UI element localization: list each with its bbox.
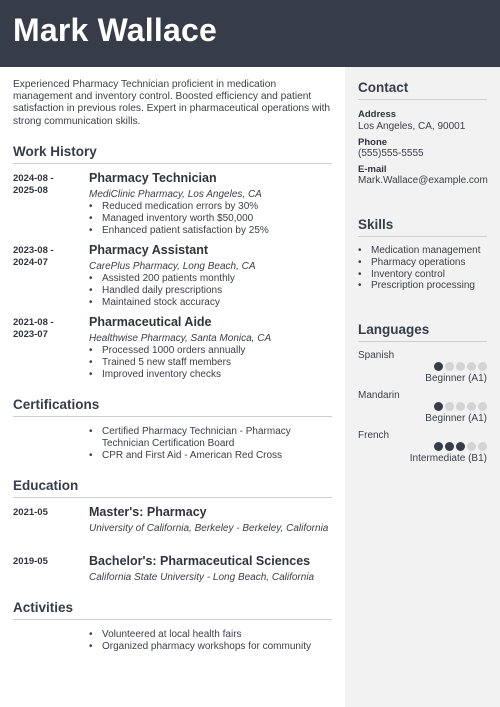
job-title: Pharmacy Technician — [89, 171, 217, 185]
language-name: Mandarin — [358, 390, 400, 401]
language-item — [358, 350, 487, 386]
achievement-item: • Reduced medication errors by 30% — [89, 201, 335, 213]
work-dates — [13, 245, 73, 269]
education-heading: Education — [13, 478, 79, 493]
rating-dot-empty — [456, 362, 465, 371]
work-history-heading: Work History — [13, 144, 97, 159]
certification-item: • CPR and First Aid - American Red Cross — [89, 450, 329, 462]
language-level: Intermediate (B1) — [409, 453, 487, 464]
rating-dot-empty — [445, 362, 454, 371]
certifications-heading: Certifications — [13, 397, 100, 412]
sidebar — [345, 67, 500, 707]
work-dates — [13, 173, 73, 197]
skills-heading: Skills — [358, 217, 394, 232]
skills-list — [358, 245, 493, 292]
activities-heading: Activities — [13, 600, 74, 615]
achievement-list — [89, 345, 335, 380]
language-name: Spanish — [358, 350, 395, 361]
employer: CarePlus Pharmacy, Long Beach, CA — [89, 261, 256, 272]
certification-list — [89, 426, 329, 461]
rating-dot-empty — [478, 362, 487, 371]
sidebar-divider — [358, 236, 487, 237]
rating-dot-filled — [434, 402, 443, 411]
rating-dot-filled — [434, 362, 443, 371]
rating-dot-empty — [456, 402, 465, 411]
certification-item: • Certified Pharmacy Technician - Pharmacy Technician Certification Board — [89, 426, 329, 450]
section-divider — [13, 416, 332, 417]
achievement-item: • Processed 1000 orders annually — [89, 345, 335, 357]
language-level: Beginner (A1) — [425, 413, 487, 424]
achievement-item: • Maintained stock accuracy — [89, 297, 335, 309]
activities-list — [89, 629, 329, 653]
skill-item: • Pharmacy operations — [358, 257, 493, 269]
date-start: 2024-08 - — [13, 173, 54, 184]
skill-item: • Prescription processing — [358, 280, 493, 292]
skill-item: • Inventory control — [358, 269, 493, 281]
achievement-list — [89, 201, 335, 236]
achievement-item: • Enhanced patient satisfaction by 25% — [89, 225, 335, 237]
rating-dot-filled — [445, 442, 454, 451]
degree: Master's: Pharmacy — [89, 505, 207, 519]
date-start: 2021-08 - — [13, 317, 54, 328]
achievement-item: • Handled daily prescriptions — [89, 285, 335, 297]
address-value: Los Angeles, CA, 90001 — [358, 121, 466, 132]
rating-dot-filled — [434, 442, 443, 451]
languages-heading: Languages — [358, 322, 430, 337]
rating-dot-empty — [478, 442, 487, 451]
proficiency-dots — [434, 442, 487, 451]
language-item — [358, 430, 487, 466]
employer: MediClinic Pharmacy, Los Angeles, CA — [89, 189, 262, 200]
activity-item: • Organized pharmacy workshops for community — [89, 641, 329, 653]
employer: Healthwise Pharmacy, Santa Monica, CA — [89, 333, 272, 344]
main-column — [0, 67, 345, 707]
achievement-item: • Improved inventory checks — [89, 369, 335, 381]
candidate-name: Mark Wallace — [13, 12, 217, 48]
rating-dot-empty — [467, 402, 476, 411]
rating-dot-empty — [467, 442, 476, 451]
degree: Bachelor's: Pharmaceutical Sciences — [89, 554, 311, 568]
rating-dot-empty — [445, 402, 454, 411]
achievement-item: • Assisted 200 patients monthly — [89, 273, 335, 285]
contact-heading: Contact — [358, 80, 409, 95]
work-dates — [13, 317, 73, 341]
language-level: Beginner (A1) — [425, 373, 487, 384]
language-name: French — [358, 430, 390, 441]
sidebar-divider — [358, 99, 487, 100]
rating-dot-empty — [478, 402, 487, 411]
skill-item: • Medication management — [358, 245, 493, 257]
language-item — [358, 390, 487, 426]
proficiency-dots — [434, 362, 487, 371]
rating-dot-empty — [467, 362, 476, 371]
section-divider — [13, 163, 332, 164]
section-divider — [13, 619, 332, 620]
resume-header — [0, 0, 500, 67]
school: California State University - Long Beach, California — [89, 572, 315, 583]
activity-item: • Volunteered at local health fairs — [89, 629, 329, 641]
date-end: 2024-07 — [13, 257, 48, 268]
achievement-list — [89, 273, 335, 308]
school: University of California, Berkeley - Berkeley, California — [89, 523, 329, 534]
graduation-date: 2021-05 — [13, 507, 48, 518]
achievement-item: • Trained 5 new staff members — [89, 357, 335, 369]
rating-dot-filled — [456, 442, 465, 451]
sidebar-divider — [358, 341, 487, 342]
professional-summary: Experienced Pharmacy Technician proficient in medication management and inventory control. Boosted efficiency and patient satisfaction in previous roles. Expert in pharmaceutical operations with strong communication skills. — [13, 79, 331, 127]
job-title: Pharmaceutical Aide — [89, 315, 212, 329]
address-label: Address — [358, 109, 397, 120]
proficiency-dots — [434, 402, 487, 411]
graduation-date: 2019-05 — [13, 556, 48, 567]
achievement-item: • Managed inventory worth $50,000 — [89, 213, 335, 225]
date-end: 2025-08 — [13, 185, 48, 196]
date-end: 2023-07 — [13, 329, 48, 340]
phone-value: (555)555-5555 — [358, 148, 424, 159]
email-label: E-mail — [358, 164, 387, 175]
job-title: Pharmacy Assistant — [89, 243, 209, 257]
phone-label: Phone — [358, 137, 388, 148]
section-divider — [13, 497, 332, 498]
date-start: 2023-08 - — [13, 245, 54, 256]
email-value: Mark.Wallace@example.com — [358, 175, 488, 186]
